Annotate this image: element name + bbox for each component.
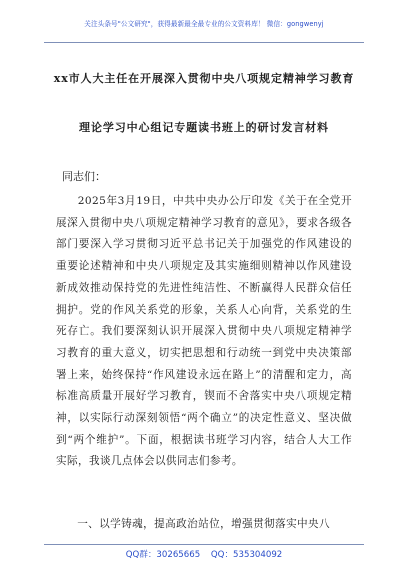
document-title-line-2: 理论学习中心组记专题读书班上的研讨发言材料 xyxy=(79,121,329,134)
footer-qq-group: QQ群：30265665 xyxy=(125,550,201,560)
body-paragraph-2: 一、以学铸魂，提高政治站位，增强贯彻落实中央八 xyxy=(77,518,331,530)
document-title-line-1: xx市人大主任在开展深入贯彻中央八项规定精神学习教育 xyxy=(53,72,355,85)
footer-qq: QQ：535304092 xyxy=(210,550,283,560)
header-banner: 关注头条号"公文研究"，获得最新最全最专业的公文资料库！ 微信：gongwenyj xyxy=(84,20,324,28)
salutation: 同志们： xyxy=(62,170,106,183)
footer xyxy=(0,548,408,560)
body-paragraph-1: 2025年3月19日，中共中央办公厅印发《关于在全党开展深入贯彻中央八项规定精神学习教育的意见》，要求各级各部门要深入学习贯彻习近平总书记关于加强党的作风建设的重要论述精神和中央八项规定及其实施细则精神以作风建设新成效推动保持党的先进性纯洁性、不断赢得人民群众信任拥护。党的作风关系党的形象，关系人心向背，关系党的生死存亡。我们要深刻认识开展深入贯彻中央八项规定精神学习教育的重大意义，切实把思想和行动统一到党中央决策部署上来，始终保持“作风建设永远在路上”的清醒和定力，高标准高质量开展好学习教育，锲而不舍落实中央八项规定精神，以实际行动深刻领悟“两个确立”的决定性意义、坚决做到“两个维护”。下面，根据读书班学习内容，结合人大工作实际，我谈几点体会以供同志们参考。 xyxy=(56,195,352,468)
footer-divider xyxy=(44,544,364,545)
header-divider xyxy=(44,42,364,43)
